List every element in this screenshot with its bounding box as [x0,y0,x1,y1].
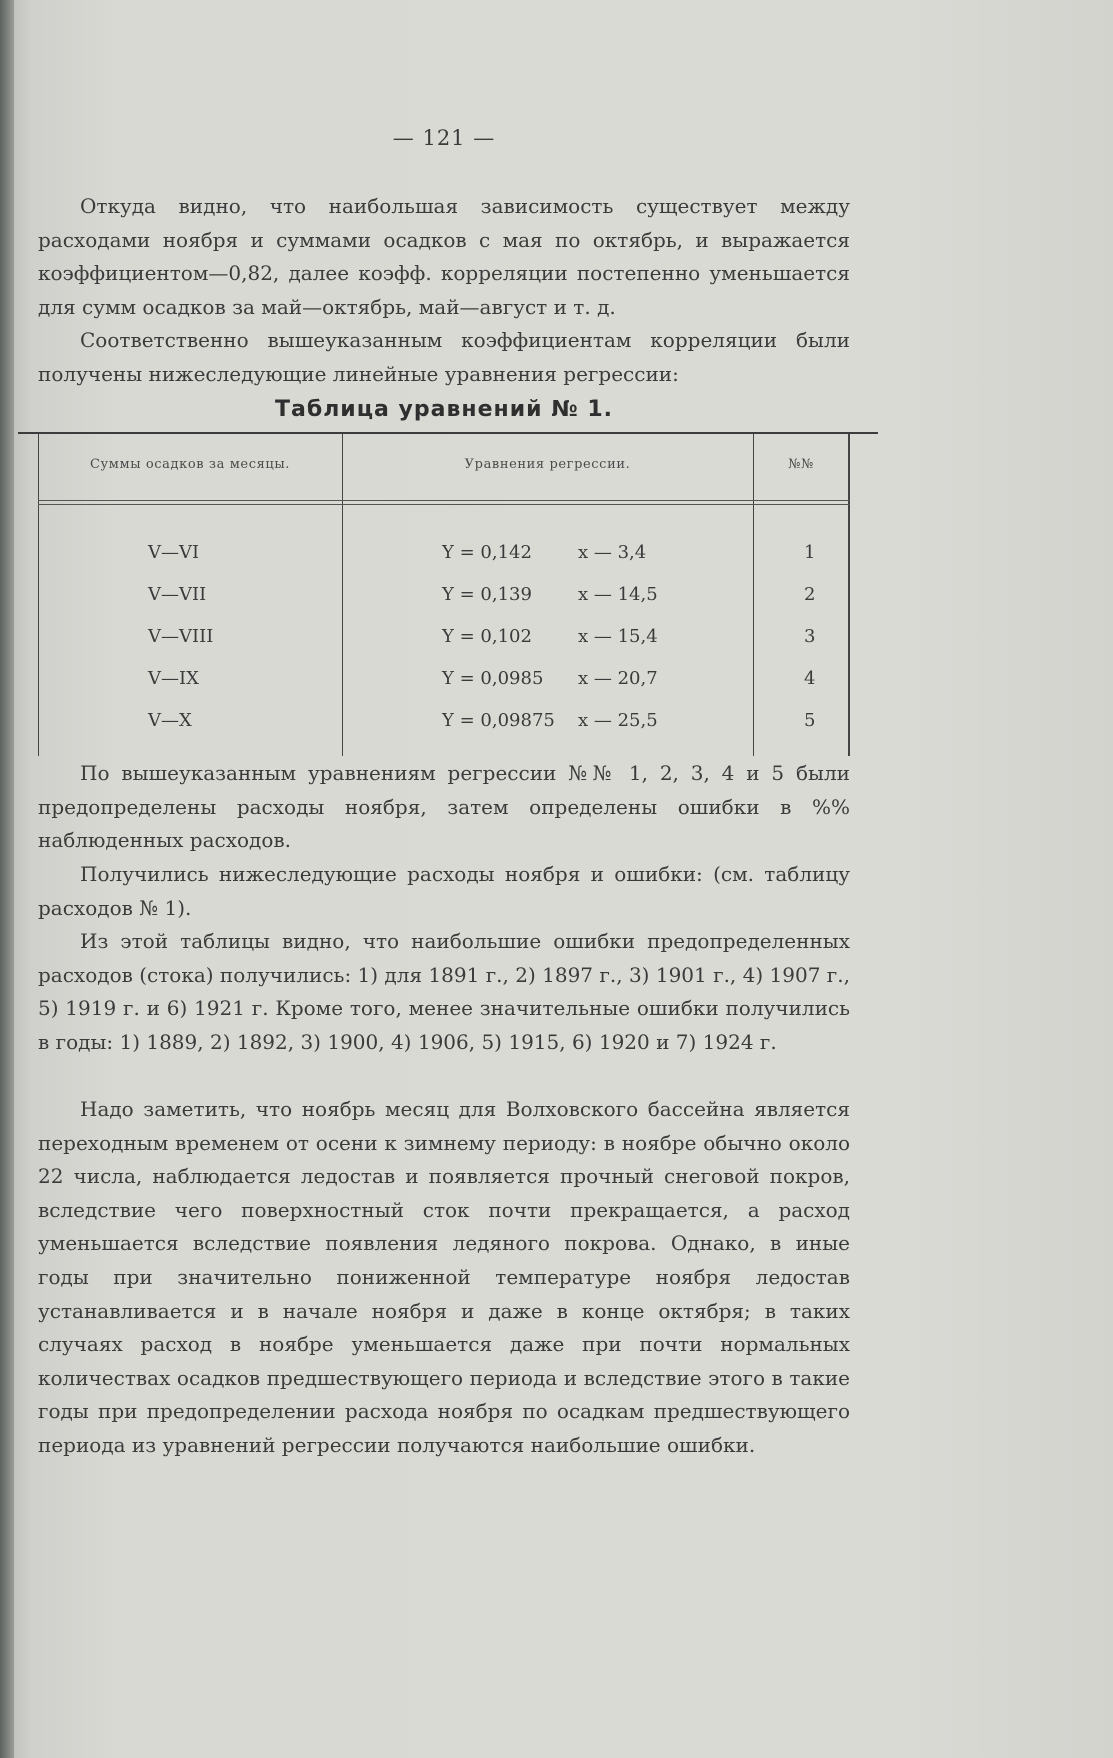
table-column-divider-2 [753,434,754,756]
equation-coef-cell: Y = 0,139 [442,584,532,605]
equation-intercept-cell: x — 3,4 [578,542,647,563]
equation-intercept-cell: x — 25,5 [578,710,658,731]
paragraph-6: Надо заметить, что ноябрь месяц для Волховского бассейна является переходным временем от осени к зимнему периоду: в ноябре обычно около 22 числа, наблюдается ледостав и появляется прочный снеговой покров, вследствие чего поверхностный сток почти прекращается, а расход уменьшается вследствие появления ледяного покрова. Однако, в иные годы при значительно пониженной температуре ноября ледостав устанавливается и в начале ноября и даже в конце октября; в таких случаях расход в ноябре уменьшается даже при почти нормальных количествах осадков предшествующего периода и вследствие этого в такие годы при предопределении расхода ноября по осадкам предшествующего периода из уравнений регрессии получаются наибольшие ошибки. [38,1097,850,1457]
months-cell: V—VI [148,542,200,563]
equation-intercept-cell: x — 15,4 [578,626,658,647]
row-number-cell: 1 [804,542,816,563]
paragraph-2: Соответственно вышеуказанным коэффициентам корреляции были получены нижеследующие линейные уравнения регрессии: [38,328,850,386]
row-number-cell: 3 [804,626,816,647]
book-page [38,0,850,1758]
row-number-cell: 5 [804,710,816,731]
paragraph-3: По вышеуказанным уравнениям регрессии №№ 1, 2, 3, 4 и 5 были предопределены расходы ноября, затем определены ошибки в %% наблюденных расходов. [38,761,850,853]
header-rule-1 [38,500,850,501]
header-months: Суммы осадков за месяцы. [89,457,291,472]
page-number: — 121 — [392,126,496,150]
equation-coef-cell: Y = 0,0985 [442,668,544,689]
header-numbers: №№ [788,457,814,472]
table-column-divider-1 [342,434,343,756]
paragraph-4: Получились нижеследующие расходы ноября и ошибки: (см. таблицу расходов № 1). [38,862,850,920]
equation-coef-cell: Y = 0,09875 [442,710,555,731]
equation-coef-cell: Y = 0,102 [442,626,532,647]
book-spine-edge [0,0,14,1758]
table-left-border [38,434,39,756]
table-title: Таблица уравнений № 1. [274,397,613,422]
equation-coef-cell: Y = 0,142 [442,542,532,563]
table-right-border [848,434,850,756]
paragraph-1: Откуда видно, что наибольшая зависимость существует между расходами ноября и суммами осадков с мая по октябрь, и выражается коэффициентом—0,82, далее коэфф. корреляции постепенно уменьшается для сумм осадков за май—октябрь, май—август и т. д. [38,194,850,319]
header-rule-2 [38,504,850,505]
equation-intercept-cell: x — 20,7 [578,668,658,689]
months-cell: V—IX [148,668,199,689]
row-number-cell: 4 [804,668,816,689]
table-top-rule [18,432,878,434]
header-equations: Уравнения регрессии. [464,457,631,472]
row-number-cell: 2 [804,584,816,605]
months-cell: V—X [148,710,192,731]
months-cell: V—VII [148,584,207,605]
paragraph-5: Из этой таблицы видно, что наибольшие ошибки предопределенных расходов (стока) получились: 1) для 1891 г., 2) 1897 г., 3) 1901 г., 4) 1907 г., 5) 1919 г. и 6) 1921 г. Кроме того, менее значительные ошибки получились в годы: 1) 1889, 2) 1892, 3) 1900, 4) 1906, 5) 1915, 6) 1920 и 7) 1924 г. [38,929,850,1054]
equation-intercept-cell: x — 14,5 [578,584,658,605]
months-cell: V—VIII [148,626,214,647]
